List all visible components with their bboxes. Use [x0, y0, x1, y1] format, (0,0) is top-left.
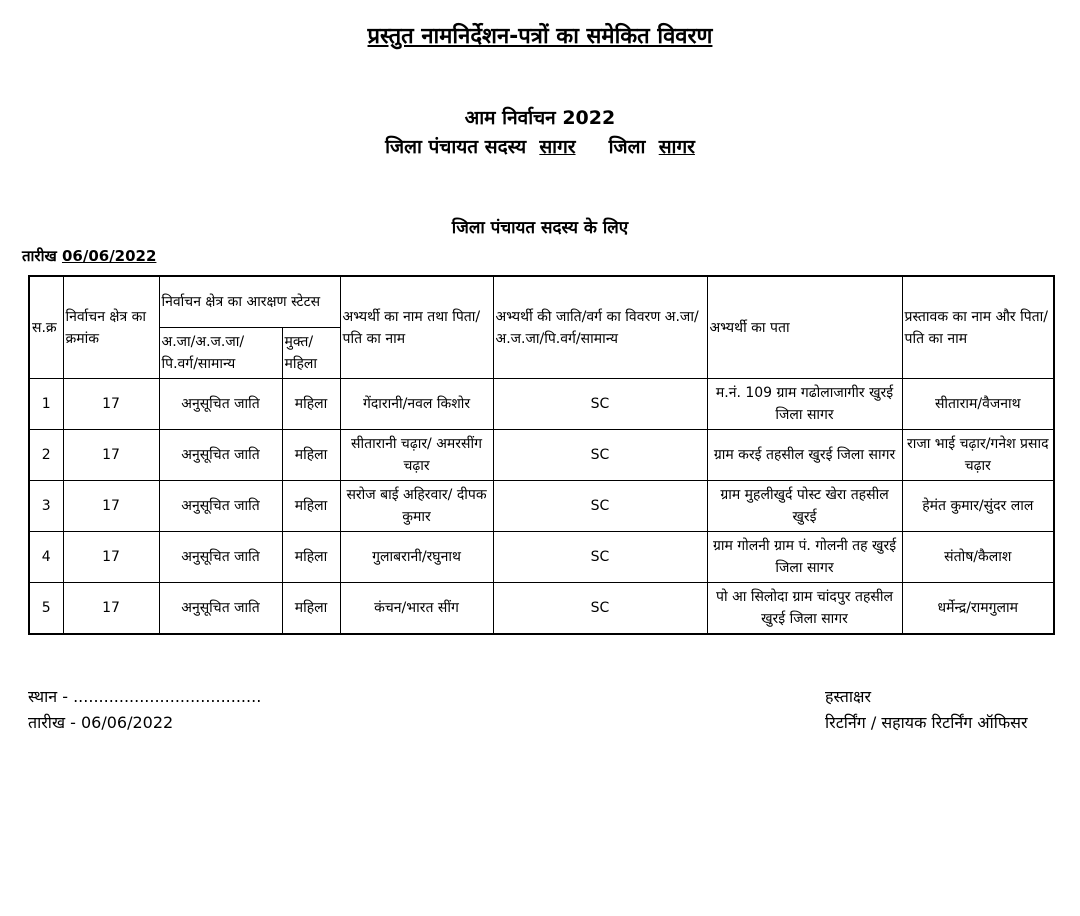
cell-caste: SC [493, 430, 707, 481]
header-proposer: प्रस्तावक का नाम और पिता/पति का नाम [902, 276, 1054, 379]
cell-caste: SC [493, 583, 707, 635]
cell-constituency: 17 [63, 481, 159, 532]
cell-category: अनुसूचित जाति [159, 481, 282, 532]
footer-right [825, 684, 1028, 736]
header-caste: अभ्यर्थी की जाति/वर्ग का विवरण अ.जा/अ.ज.जा/पि.वर्ग/सामान्य [493, 276, 707, 379]
place-field: स्थान - ..................................... [28, 687, 262, 706]
cell-category: अनुसूचित जाति [159, 583, 282, 635]
district-label: जिला [608, 136, 646, 158]
date-value: 06/06/2022 [61, 247, 157, 265]
cell-serial: 4 [29, 532, 63, 583]
cell-constituency: 17 [63, 532, 159, 583]
subtitle [0, 133, 1080, 159]
cell-category: अनुसूचित जाति [159, 532, 282, 583]
district-name: सागर [658, 136, 695, 158]
cell-candidate: कंचन/भारत सींग [340, 583, 493, 635]
cell-address: म.नं. 109 ग्राम गढोलाजागीर खुरई जिला सागर [707, 379, 902, 430]
table-row [29, 379, 1054, 430]
cell-gender: महिला [282, 379, 340, 430]
post-place: सागर [539, 136, 576, 158]
cell-candidate: गुलाबरानी/रघुनाथ [340, 532, 493, 583]
cell-address: पो आ सिलोदा ग्राम चांदपुर तहसील खुरई जिला सागर [707, 583, 902, 635]
footer-date: तारीख - 06/06/2022 [28, 713, 174, 732]
cell-caste: SC [493, 481, 707, 532]
footer-left [28, 684, 261, 736]
cell-caste: SC [493, 532, 707, 583]
cell-serial: 1 [29, 379, 63, 430]
cell-serial: 2 [29, 430, 63, 481]
signature-label: हस्ताक्षर [825, 687, 872, 706]
header-reservation: निर्वाचन क्षेत्र का आरक्षण स्टेटस [159, 276, 340, 328]
cell-address: ग्राम करई तहसील खुरई जिला सागर [707, 430, 902, 481]
cell-constituency: 17 [63, 583, 159, 635]
cell-address: ग्राम मुहलीखुर्द पोस्ट खेरा तहसील खुरई [707, 481, 902, 532]
cell-proposer: संतोष/कैलाश [902, 532, 1054, 583]
cell-proposer: सीताराम/वैजनाथ [902, 379, 1054, 430]
cell-serial: 5 [29, 583, 63, 635]
cell-proposer: हेमंत कुमार/सुंदर लाल [902, 481, 1054, 532]
cell-category: अनुसूचित जाति [159, 430, 282, 481]
cell-candidate: सीतारानी चढ़ार/ अमरसींग चढ़ार [340, 430, 493, 481]
date-line [22, 246, 156, 266]
header-constituency: निर्वाचन क्षेत्र का क्रमांक [63, 276, 159, 379]
table-row [29, 532, 1054, 583]
officer-title: रिटर्निंग / सहायक रिटर्निंग ऑफिसर [825, 713, 1028, 732]
header-candidate: अभ्यर्थी का नाम तथा पिता/पति का नाम [340, 276, 493, 379]
post-label: जिला पंचायत सदस्य [385, 136, 527, 158]
header-reservation-category: अ.जा/अ.ज.जा/ पि.वर्ग/सामान्य [159, 328, 282, 379]
table-row [29, 583, 1054, 635]
nominations-table [28, 275, 1055, 635]
cell-serial: 3 [29, 481, 63, 532]
cell-gender: महिला [282, 532, 340, 583]
cell-candidate: सरोज बाई अहिरवार/ दीपक कुमार [340, 481, 493, 532]
cell-constituency: 17 [63, 430, 159, 481]
cell-gender: महिला [282, 583, 340, 635]
table-row [29, 481, 1054, 532]
header-reservation-gender: मुक्त/ महिला [282, 328, 340, 379]
section-heading: जिला पंचायत सदस्य के लिए [451, 218, 629, 238]
election-title: आम निर्वाचन 2022 [464, 107, 616, 129]
cell-category: अनुसूचित जाति [159, 379, 282, 430]
cell-constituency: 17 [63, 379, 159, 430]
table-row [29, 430, 1054, 481]
cell-proposer: राजा भाई चढ़ार/गनेश प्रसाद चढ़ार [902, 430, 1054, 481]
date-label: तारीख [22, 247, 57, 265]
cell-candidate: गेंदारानी/नवल किशोर [340, 379, 493, 430]
cell-proposer: धर्मेन्द्र/रामगुलाम [902, 583, 1054, 635]
header-address: अभ्यर्थी का पता [707, 276, 902, 379]
cell-address: ग्राम गोलनी ग्राम पं. गोलनी तह खुरई जिला सागर [707, 532, 902, 583]
cell-gender: महिला [282, 430, 340, 481]
document-title: प्रस्तुत नामनिर्देशन-पत्रों का समेकित विवरण [367, 24, 713, 49]
cell-caste: SC [493, 379, 707, 430]
cell-gender: महिला [282, 481, 340, 532]
header-serial: स.क्र [29, 276, 63, 379]
